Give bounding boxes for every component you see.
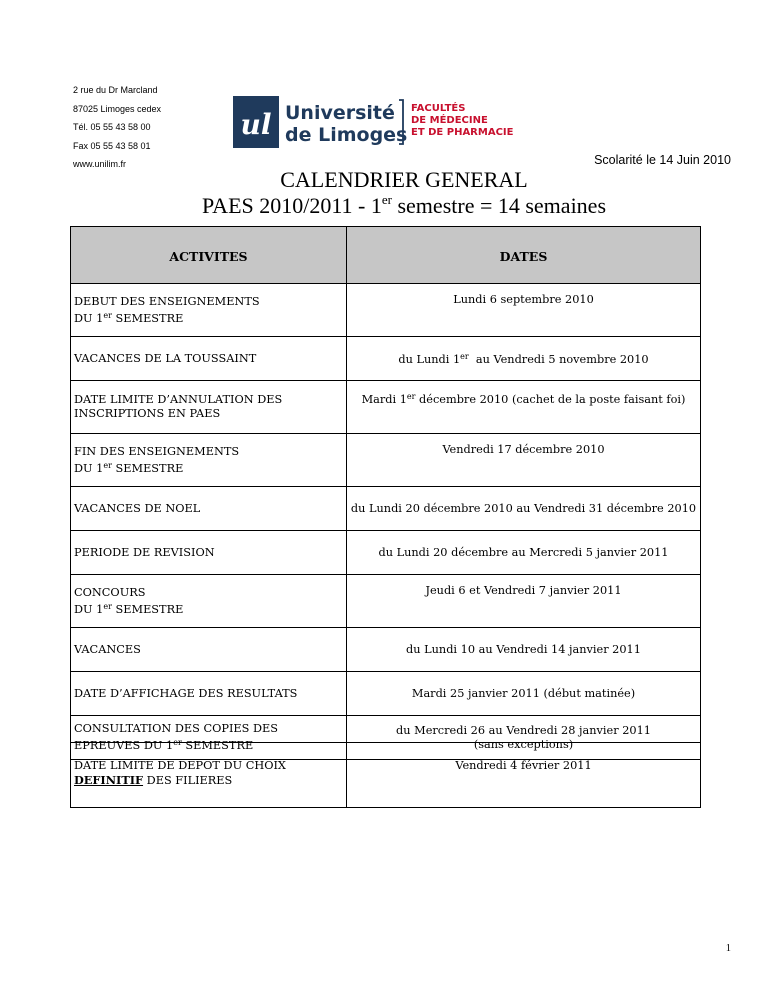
activity-cell: VACANCES DE LA TOUSSAINT	[71, 337, 347, 381]
address-city: 87025 Limoges cedex	[73, 103, 162, 114]
activity-cell: DATE LIMITE D’ANNULATION DES INSCRIPTIONS EN PAES	[71, 381, 347, 434]
page-number: 1	[725, 943, 731, 954]
logo-university-line2: de Limoges	[285, 124, 408, 146]
address-fax: Fax 05 55 43 58 01	[73, 140, 151, 151]
address-web: www.unilim.fr	[73, 159, 127, 169]
calendar-table	[70, 226, 701, 760]
table-row	[71, 434, 701, 487]
activity-cell: CONSULTATION DES COPIES DES EPREUVES DU 1er SEMESTRE	[71, 716, 347, 760]
address-tel: Tél. 05 55 43 58 00	[73, 122, 151, 132]
activity-cell: PERIODE DE REVISION	[71, 531, 347, 575]
date-cell: du Mercredi 26 au Vendredi 28 janvier 2011 (sans exceptions)	[347, 716, 701, 760]
table-row	[71, 381, 701, 434]
address-street: 2 rue du Dr Marcland	[73, 85, 158, 95]
logo-faculty-line3: ET DE PHARMACIE	[411, 127, 514, 138]
column-header-dates: DATES	[347, 227, 701, 284]
table-row	[71, 531, 701, 575]
table-header-row	[71, 227, 701, 284]
logo-university-line1: Université	[285, 102, 395, 124]
activity-cell: DATE LIMITE DE DEPOT DU CHOIX DEFINITIF DES FILIERES	[71, 743, 347, 808]
table-row	[71, 337, 701, 381]
activity-cell: CONCOURS DU 1er SEMESTRE	[71, 575, 347, 628]
date-cell: du Lundi 20 décembre 2010 au Vendredi 31 décembre 2010	[347, 487, 701, 531]
column-header-activities: ACTIVITES	[71, 227, 347, 284]
date-cell: Lundi 6 septembre 2010	[347, 284, 701, 337]
date-cell: du Lundi 1er au Vendredi 5 novembre 2010	[347, 337, 701, 381]
table-row	[71, 672, 701, 716]
logo-faculty-line2: DE MÉDECINE	[411, 115, 488, 126]
activity-cell: FIN DES ENSEIGNEMENTS DU 1er SEMESTRE	[71, 434, 347, 487]
activity-cell: DATE D’AFFICHAGE DES RESULTATS	[71, 672, 347, 716]
date-cell: Mardi 25 janvier 2011 (début matinée)	[347, 672, 701, 716]
activity-cell: VACANCES	[71, 628, 347, 672]
table-row	[71, 628, 701, 672]
activity-cell: DEBUT DES ENSEIGNEMENTS DU 1er SEMESTRE	[71, 284, 347, 337]
page-title: CALENDRIER GENERAL	[280, 167, 528, 192]
date-cell: Vendredi 4 février 2011	[347, 743, 701, 808]
issue-date: Scolarité le 14 Juin 2010	[594, 153, 731, 167]
address-block	[73, 81, 161, 174]
date-cell: Jeudi 6 et Vendredi 7 janvier 2011	[347, 575, 701, 628]
activity-cell: VACANCES DE NOEL	[71, 487, 347, 531]
logo-faculty-line1: FACULTÉS	[411, 103, 466, 114]
university-logo	[233, 96, 523, 148]
table-row	[71, 575, 701, 628]
date-cell: du Lundi 10 au Vendredi 14 janvier 2011	[347, 628, 701, 672]
date-cell: du Lundi 20 décembre au Mercredi 5 janvier 2011	[347, 531, 701, 575]
svg-text:ul: ul	[240, 108, 272, 141]
date-cell: Mardi 1er décembre 2010 (cachet de la poste faisant foi)	[347, 381, 701, 434]
deadline-table	[70, 742, 701, 808]
table-row	[71, 743, 701, 808]
date-cell: Vendredi 17 décembre 2010	[347, 434, 701, 487]
table-row	[71, 487, 701, 531]
table-row	[71, 284, 701, 337]
page-subtitle: PAES 2010/2011 - 1er semestre = 14 semaines	[201, 192, 607, 218]
